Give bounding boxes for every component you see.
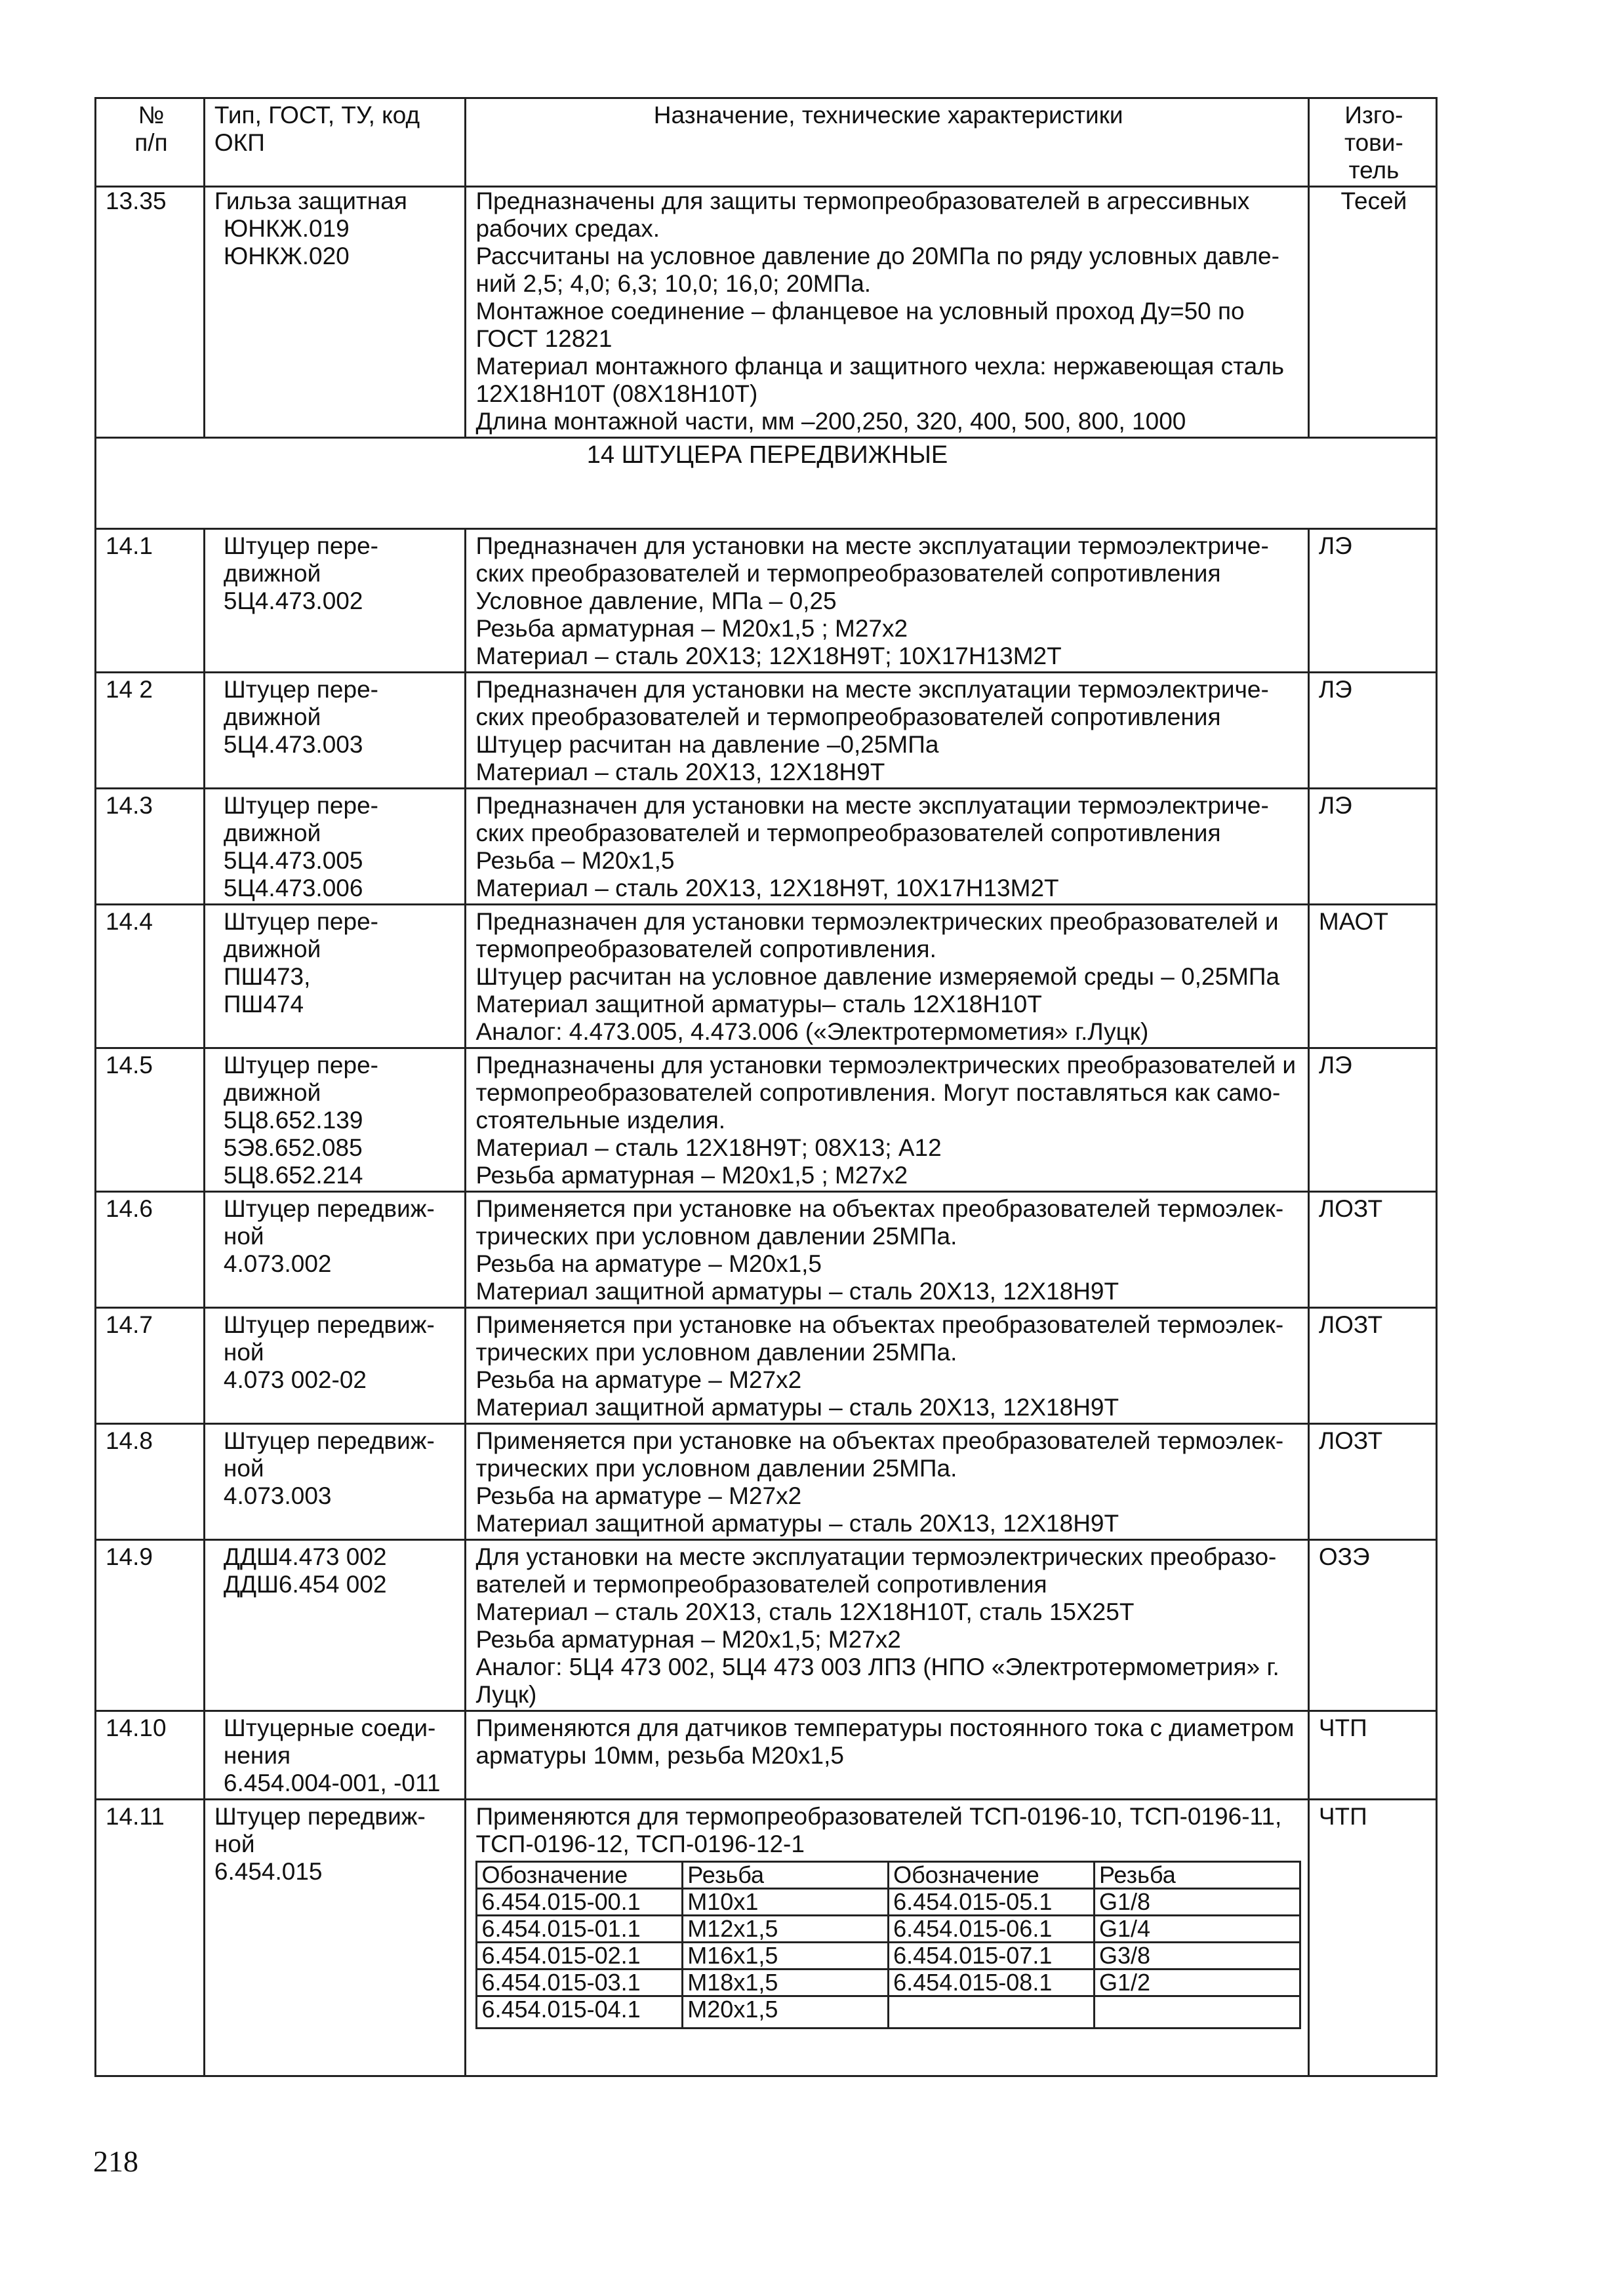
text-line: движной — [223, 703, 321, 730]
text-line: ЧТП — [1318, 1714, 1367, 1741]
text-line: ЛЭ — [1318, 792, 1352, 819]
text-line: Резьба арматурная – М20х1,5 ; М27х2 — [475, 1162, 908, 1189]
text-line: Предназначен для установки термоэлектрических преобразователей и — [475, 908, 1279, 935]
row-description — [466, 1308, 1308, 1424]
row-maker — [1308, 1711, 1436, 1800]
text-line: МАОТ — [1318, 908, 1388, 935]
text-line: 14.1 — [106, 532, 153, 559]
table-row — [96, 529, 1437, 673]
page-number: 218 — [93, 2145, 138, 2178]
product-table — [94, 97, 1438, 2077]
sub-table-cell: G3/8 — [1094, 1943, 1300, 1969]
table-row — [96, 673, 1437, 789]
text-line: термопреобразователей сопротивления. Могут поставляться как само- — [475, 1079, 1281, 1106]
sub-table-cell — [889, 1996, 1095, 2029]
text-line: ПШ473, — [223, 963, 311, 990]
sub-table-row — [477, 1996, 1300, 2029]
text-line: 4.073.003 — [223, 1482, 332, 1509]
text-line: Штуцер передвиж- — [214, 1803, 426, 1830]
row-description — [466, 1192, 1308, 1308]
row-maker — [1308, 789, 1436, 905]
text-line: 14.6 — [106, 1195, 153, 1222]
text-line: Применяются для датчиков температуры постоянного тока с диаметром — [475, 1714, 1295, 1741]
text-line: ЛОЗТ — [1318, 1427, 1383, 1454]
text-line: Резьба арматурная – М20х1,5 ; М27х2 — [475, 615, 908, 642]
text-line: стоятельные изделия. — [475, 1107, 726, 1134]
sub-table-cell: 6.454.015-07.1 — [889, 1943, 1095, 1969]
text-line: Штуцер пере- — [223, 532, 378, 559]
row-number — [96, 1308, 205, 1424]
text-line: термопреобразователей сопротивления. — [475, 936, 936, 962]
row-number — [96, 789, 205, 905]
text-line: 5Ц8.652.214 — [223, 1162, 363, 1189]
sub-table-cell: М18х1,5 — [683, 1969, 889, 1996]
text-line: Материал защитной арматуры – сталь 20Х13, 12Х18Н9Т — [475, 1510, 1119, 1537]
text-line: 4.073 002-02 — [223, 1366, 367, 1393]
header-description: Назначение, технические характеристики — [466, 98, 1308, 187]
sub-table-header-cell: Резьба — [683, 1862, 889, 1889]
row-number — [96, 1048, 205, 1192]
table-row — [96, 1308, 1437, 1424]
text-line: Материал защитной арматуры– сталь 12Х18Н10Т — [475, 991, 1042, 1018]
row-maker — [1308, 673, 1436, 789]
table-row — [96, 1711, 1437, 1800]
text-line: Штуцер пере- — [223, 792, 378, 819]
row-maker — [1308, 1424, 1436, 1540]
text-line: Штуцер расчитан на давление –0,25МПа — [475, 731, 939, 758]
sub-table-cell: 6.454.015-04.1 — [477, 1996, 683, 2029]
text-line: движной — [223, 560, 321, 587]
row-description: Предназначены для защиты термопреобразователей в агрессивных рабочих средах. Рассчитаны на условное давление до 20МПа по ряду условных давле- ний 2,5; 4,0; 6,3; 10,0; 16,0; 20МПа. Монтажное соединение – фланцевое на условный проход Ду=50 по ГОСТ 12821 Материал монтажного фланца и защитного чехла: нержавеющая сталь 12Х18Н10Т (08Х18Н10Т) Длина монтажной части, мм –200,250, 320, 400, 500, 800, 1000 — [466, 187, 1308, 438]
text-line: Применяется при установке на объектах преобразователей термоэлек- — [475, 1195, 1284, 1222]
text-line: ДДШ6.454 002 — [223, 1571, 387, 1598]
sub-table-header-cell: Обозначение — [889, 1862, 1095, 1889]
text-line: Применяются для термопреобразователей ТСП-0196-10, ТСП-0196-11, — [475, 1803, 1282, 1830]
section-title: 14 ШТУЦЕРА ПЕРЕДВИЖНЫЕ — [96, 438, 1437, 529]
sub-table-cell — [1094, 1996, 1300, 2029]
table-row — [96, 1540, 1437, 1711]
text-line: ЛЭ — [1318, 1052, 1352, 1079]
text-line: Луцк) — [475, 1681, 537, 1708]
text-line: нения — [223, 1742, 291, 1769]
text-line: ной — [223, 1339, 264, 1366]
text-line: Применяется при установке на объектах преобразователей термоэлек- — [475, 1311, 1284, 1338]
sub-table-cell: 6.454.015-03.1 — [477, 1969, 683, 1996]
sub-table-header — [477, 1862, 1300, 1889]
thread-sub-table — [475, 1861, 1300, 2029]
header-maker: Изго- тови- тель — [1308, 98, 1436, 187]
row-description — [466, 1424, 1308, 1540]
text-line: 5Э8.652.085 — [223, 1134, 363, 1161]
text-line: 5Ц4.473.006 — [223, 875, 363, 901]
text-line: Штуцер передвиж- — [223, 1311, 435, 1338]
row-type — [204, 1540, 466, 1711]
row-maker — [1308, 905, 1436, 1048]
sub-table-row — [477, 1943, 1300, 1969]
sub-table-cell: 6.454.015-06.1 — [889, 1916, 1095, 1943]
sub-table-cell: М16х1,5 — [683, 1943, 889, 1969]
text-line: Материал – сталь 20Х13; 12Х18Н9Т; 10Х17Н13М2Т — [475, 643, 1062, 669]
row-maker — [1308, 1540, 1436, 1711]
text-line: Аналог: 5Ц4 473 002, 5Ц4 473 003 ЛПЗ (НПО «Электротермометрия» г. — [475, 1653, 1279, 1680]
text-line: 5Ц4.473.002 — [223, 587, 363, 614]
text-line: Штуцер пере- — [223, 908, 378, 935]
row-type — [204, 1048, 466, 1192]
row-number — [96, 529, 205, 673]
sub-table-cell: 6.454.015-00.1 — [477, 1889, 683, 1916]
sub-table-cell: G1/2 — [1094, 1969, 1300, 1996]
sub-table-cell: М12х1,5 — [683, 1916, 889, 1943]
text-line: 14.10 — [106, 1714, 167, 1741]
text-line: ЛОЗТ — [1318, 1195, 1383, 1222]
text-line: движной — [223, 1079, 321, 1106]
row-number — [96, 905, 205, 1048]
text-line: Штуцер передвиж- — [223, 1195, 435, 1222]
row-type — [204, 1192, 466, 1308]
row-maker — [1308, 1048, 1436, 1192]
text-line: арматуры 10мм, резьба М20х1,5 — [475, 1742, 844, 1769]
sub-table-header-cell: Обозначение — [477, 1862, 683, 1889]
row-maker: Тесей — [1308, 187, 1436, 438]
table-row — [96, 905, 1437, 1048]
table-header-row — [96, 98, 1437, 187]
row-number — [96, 1540, 205, 1711]
text-line: Предназначен для установки на месте эксплуатации термоэлектриче- — [475, 532, 1269, 559]
text-line: ТСП-0196-12, ТСП-0196-12-1 — [475, 1831, 805, 1857]
section-header-row — [96, 438, 1437, 529]
text-line: 5Ц8.652.139 — [223, 1107, 363, 1134]
text-line: ских преобразователей и термопреобразователей сопротивления — [475, 560, 1221, 587]
text-line: ПШ474 — [223, 991, 304, 1018]
text-line: Резьба на арматуре – М27х2 — [475, 1366, 802, 1393]
sub-table-cell: М10х1 — [683, 1889, 889, 1916]
text-line: Для установки на месте эксплуатации термоэлектрических преобразо- — [475, 1543, 1277, 1570]
row-type — [204, 1308, 466, 1424]
text-line: трических при условном давлении 25МПа. — [475, 1223, 957, 1250]
text-line: Штуцер пере- — [223, 676, 378, 703]
sub-table-row — [477, 1889, 1300, 1916]
sub-table-cell: М20х1,5 — [683, 1996, 889, 2029]
sub-table-row — [477, 1969, 1300, 1996]
row-type — [204, 673, 466, 789]
sub-table-cell: G1/8 — [1094, 1889, 1300, 1916]
text-line: ОЗЭ — [1318, 1543, 1370, 1570]
sub-table-cell: G1/4 — [1094, 1916, 1300, 1943]
text-line: ских преобразователей и термопреобразователей сопротивления — [475, 820, 1221, 846]
row-description — [466, 1540, 1308, 1711]
table-row — [96, 789, 1437, 905]
text-line: вателей и термопреобразователей сопротивления — [475, 1571, 1047, 1598]
text-line: 14.5 — [106, 1052, 153, 1079]
table-row-14-11 — [96, 1800, 1437, 2076]
text-line: ной — [223, 1223, 264, 1250]
row-maker — [1308, 1800, 1436, 2076]
text-line: 14.8 — [106, 1427, 153, 1454]
row-type — [204, 1800, 466, 2076]
sub-table-header-cell: Резьба — [1094, 1862, 1300, 1889]
row-type — [204, 789, 466, 905]
row-type: Гильза защитная ЮНКЖ.019 ЮНКЖ.020 — [204, 187, 466, 438]
row-maker — [1308, 1192, 1436, 1308]
text-line: Материал – сталь 12Х18Н9Т; 08Х13; А12 — [475, 1134, 942, 1161]
text-line: Применяется при установке на объектах преобразователей термоэлек- — [475, 1427, 1284, 1454]
text-line: ной — [223, 1455, 264, 1482]
text-line: Штуцер расчитан на условное давление измеряемой среды – 0,25МПа — [475, 963, 1280, 990]
row-description — [466, 1048, 1308, 1192]
text-line: Резьба на арматуре – М20х1,5 — [475, 1250, 822, 1277]
text-line: Штуцерные соеди- — [223, 1714, 436, 1741]
sub-table-cell: 6.454.015-05.1 — [889, 1889, 1095, 1916]
row-type — [204, 905, 466, 1048]
text-line: 14.9 — [106, 1543, 153, 1570]
row-description — [466, 905, 1308, 1048]
row-maker — [1308, 1308, 1436, 1424]
text-line: ЧТП — [1318, 1803, 1367, 1830]
row-description — [466, 1800, 1308, 2076]
sub-table-cell: 6.454.015-01.1 — [477, 1916, 683, 1943]
text-line: 14 2 — [106, 676, 153, 703]
row-number — [96, 1192, 205, 1308]
text-line: ских преобразователей и термопреобразователей сопротивления — [475, 703, 1221, 730]
sub-table-cell: 6.454.015-02.1 — [477, 1943, 683, 1969]
row-description — [466, 529, 1308, 673]
text-line: Условное давление, МПа – 0,25 — [475, 587, 837, 614]
text-line: Материал защитной арматуры – сталь 20Х13, 12Х18Н9Т — [475, 1394, 1119, 1421]
text-line: 4.073.002 — [223, 1250, 332, 1277]
row-description — [466, 1711, 1308, 1800]
text-line: Резьба на арматуре – М27х2 — [475, 1482, 802, 1509]
text-line: 14.3 — [106, 792, 153, 819]
row-number — [96, 1424, 205, 1540]
header-type: Тип, ГОСТ, ТУ, код ОКП — [204, 98, 466, 187]
sub-table-cell: 6.454.015-08.1 — [889, 1969, 1095, 1996]
row-type — [204, 529, 466, 673]
text-line: Резьба арматурная – М20х1,5; М27х2 — [475, 1626, 901, 1653]
row-number: 13.35 — [96, 187, 205, 438]
text-line: 14.7 — [106, 1311, 153, 1338]
text-line: Резьба – М20х1,5 — [475, 847, 675, 874]
text-line: трических при условном давлении 25МПа. — [475, 1339, 957, 1366]
text-line: 6.454.004-001, -011 — [223, 1770, 441, 1796]
text-line: Предназначен для установки на месте эксплуатации термоэлектриче- — [475, 792, 1269, 819]
text-line: Штуцер передвиж- — [223, 1427, 435, 1454]
text-line: Штуцер пере- — [223, 1052, 378, 1079]
text-line: движной — [223, 820, 321, 846]
text-line: 5Ц4.473.005 — [223, 847, 363, 874]
table-row — [96, 1424, 1437, 1540]
sub-table-row — [477, 1916, 1300, 1943]
row-type — [204, 1424, 466, 1540]
text-line: Материал защитной арматуры – сталь 20Х13, 12Х18Н9Т — [475, 1278, 1119, 1305]
text-line: 5Ц4.473.003 — [223, 731, 363, 758]
text-line: Предназначен для установки на месте эксплуатации термоэлектриче- — [475, 676, 1269, 703]
text-line: 6.454.015 — [214, 1858, 323, 1885]
row-number — [96, 1711, 205, 1800]
text-line: Аналог: 4.473.005, 4.473.006 («Электротермометия» г.Луцк) — [475, 1018, 1149, 1045]
text-line: ЛОЗТ — [1318, 1311, 1383, 1338]
text-line: 14.11 — [106, 1803, 165, 1830]
table-row — [96, 1048, 1437, 1192]
text-line: трических при условном давлении 25МПа. — [475, 1455, 957, 1482]
text-line: Материал – сталь 20Х13, 12Х18Н9Т, 10Х17Н13М2Т — [475, 875, 1059, 901]
text-line: ЛЭ — [1318, 676, 1352, 703]
table-row-13-35 — [96, 187, 1437, 438]
row-number — [96, 673, 205, 789]
text-line: Материал – сталь 20Х13, сталь 12Х18Н10Т, сталь 15Х25Т — [475, 1598, 1135, 1625]
text-line: 14.4 — [106, 908, 153, 935]
header-number: № п/п — [96, 98, 205, 187]
row-type — [204, 1711, 466, 1800]
row-maker — [1308, 529, 1436, 673]
row-description — [466, 789, 1308, 905]
table-row — [96, 1192, 1437, 1308]
row-number — [96, 1800, 205, 2076]
text-line: ЛЭ — [1318, 532, 1352, 559]
text-line: Материал – сталь 20Х13, 12Х18Н9Т — [475, 759, 885, 785]
row-description — [466, 673, 1308, 789]
text-line: Предназначены для установки термоэлектрических преобразователей и — [475, 1052, 1297, 1079]
text-line: ДДШ4.473 002 — [223, 1543, 387, 1570]
text-line: ной — [214, 1831, 255, 1857]
text-line: движной — [223, 936, 321, 962]
